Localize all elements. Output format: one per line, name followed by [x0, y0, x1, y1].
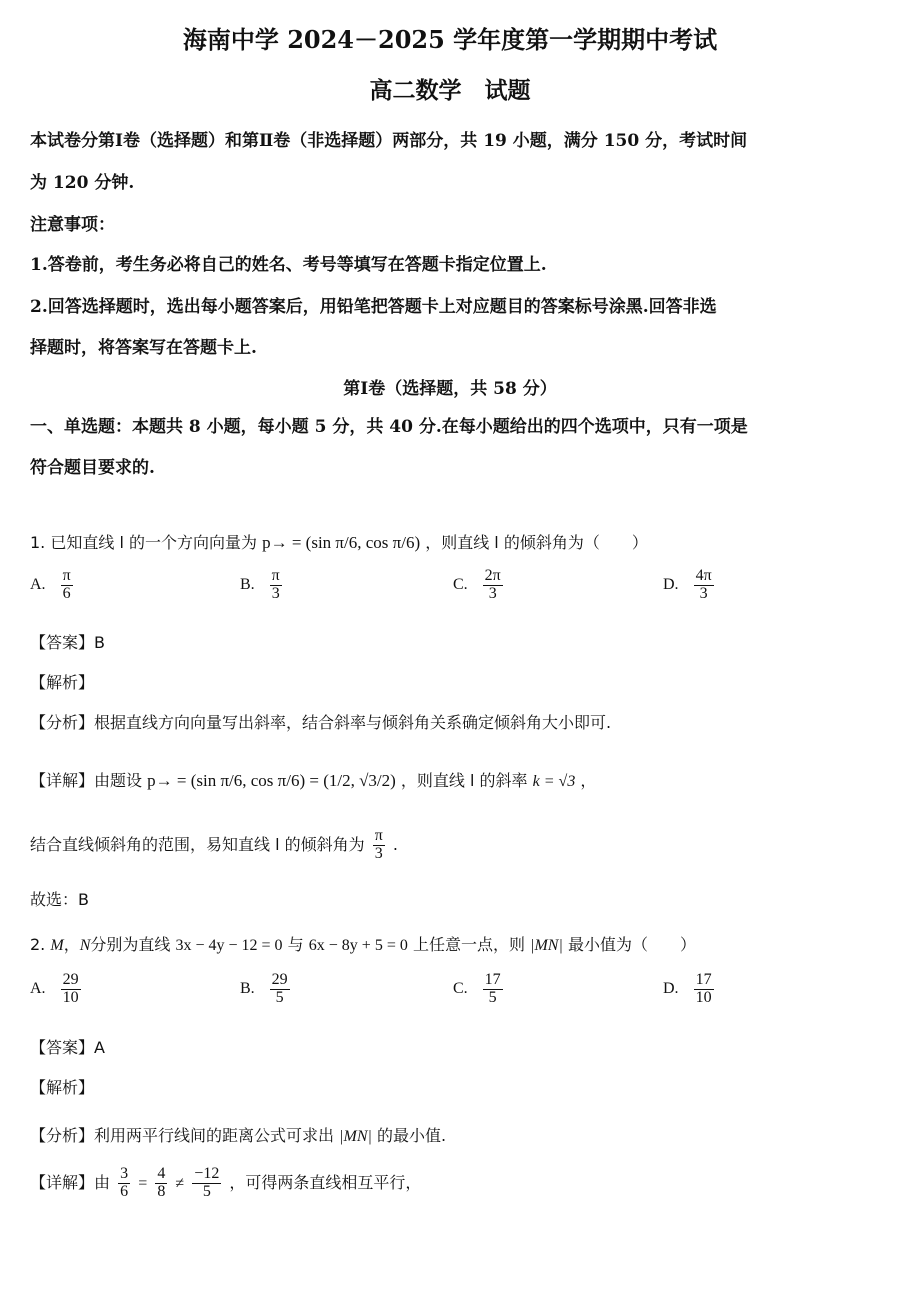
q2-answer: 【答案】A [30, 1038, 105, 1057]
q1-detail: 【详解】由题设 p→ = (sin π/6, cos π/6) = (1/2, √3/2) ，则直线 l 的斜率 k = √3 ， [30, 771, 597, 790]
q1-answer: 【答案】B [30, 633, 105, 652]
note-2a: 2.回答选择题时，选出每小题答案后，用铅笔把答题卡上对应题目的答案标号涂黑.回答非选 [30, 297, 717, 317]
section-title: 第Ⅰ卷（选择题，共 58 分） [343, 379, 557, 399]
exam-subtitle: 高二数学 试题 [369, 77, 531, 104]
q1-stem-a: 1. 已知直线 l 的一个方向向量为 [30, 533, 257, 552]
q1-stem-b: ，则直线 l 的倾斜角为（ ） [425, 533, 648, 552]
q1-slope: k = √3 [532, 773, 576, 790]
note-1: 1.答卷前，考生务必将自己的姓名、考号等填写在答题卡指定位置上. [30, 255, 547, 275]
q1-choose: 故选：B [30, 890, 89, 909]
q1-option-a: A. $\frac{\pi}{6}$ [30, 567, 71, 602]
q2-line-2: 6x − 8y + 5 = 0 [308, 937, 408, 954]
q1-stem [30, 530, 880, 553]
q1-option-b: B. $\frac{\pi}{3}$ [240, 567, 280, 602]
notes-title: 注意事项： [30, 215, 115, 235]
q2-detail: 【详解】由 $\frac{3}{6}$ = $\frac{4}{8}$ ≠ $\frac{-12}{5}$ ，可得两条直线相互平行， [30, 1165, 422, 1200]
q2-option-a: A. $\frac{29}{10}$ [30, 971, 79, 1006]
q2-option-b: B. $\frac{29}{5}$ [240, 971, 288, 1006]
q1-fenxi: 【分析】根据直线方向向量写出斜率，结合斜率与倾斜角关系确定倾斜角大小即可. [30, 713, 612, 732]
q1-analysis-tag: 【解析】 [30, 673, 95, 692]
intro-line-1: 本试卷分第Ⅰ卷（选择题）和第Ⅱ卷（非选择题）两部分，共 19 小题，满分 150 分，考试时间 [30, 131, 748, 151]
q2-line-1: 3x − 4y − 12 = 0 [175, 937, 283, 954]
section-desc-2: 符合题目要求的. [30, 458, 155, 478]
q2-stem: 2. M，N分别为直线 3x − 4y − 12 = 0 与 6x − 8y + 5 = 0 上任意一点，则 |MN| 最小值为（ ） [30, 935, 696, 954]
note-2b: 择题时，将答案写在答题卡上. [30, 338, 257, 358]
q2-fenxi: 【分析】利用两平行线间的距离公式可求出 |MN| 的最小值. [30, 1126, 447, 1145]
q1-vector-formula: p→ = (sin π/6, cos π/6) [262, 533, 421, 552]
intro-line-2: 为 120 分钟. [30, 173, 135, 193]
section-desc-1: 一、单选题：本题共 8 小题，每小题 5 分，共 40 分.在每小题给出的四个选项中，只有一项是 [30, 417, 748, 437]
q1-detail-formula: p→ = (sin π/6, cos π/6) = (1/2, √3/2) [147, 771, 396, 790]
q1-conclusion: 结合直线倾斜角的范围，易知直线 l 的倾斜角为 $\frac{\pi}{3}$ . [30, 827, 398, 862]
q2-option-c: C. $\frac{17}{5}$ [453, 971, 501, 1006]
q2-mn: |MN| [530, 937, 563, 954]
exam-title: 海南中学 2024－2025 学年度第一学期期中考试 [182, 25, 718, 54]
q2-analysis-tag: 【解析】 [30, 1078, 95, 1097]
q2-option-d: D. $\frac{17}{10}$ [663, 971, 712, 1006]
q1-option-c: C. $\frac{2\pi}{3}$ [453, 567, 501, 602]
q1-angle-fraction: $\frac{\pi}{3}$ [374, 827, 383, 862]
q1-option-d: D. $\frac{4\pi}{3}$ [663, 567, 712, 602]
